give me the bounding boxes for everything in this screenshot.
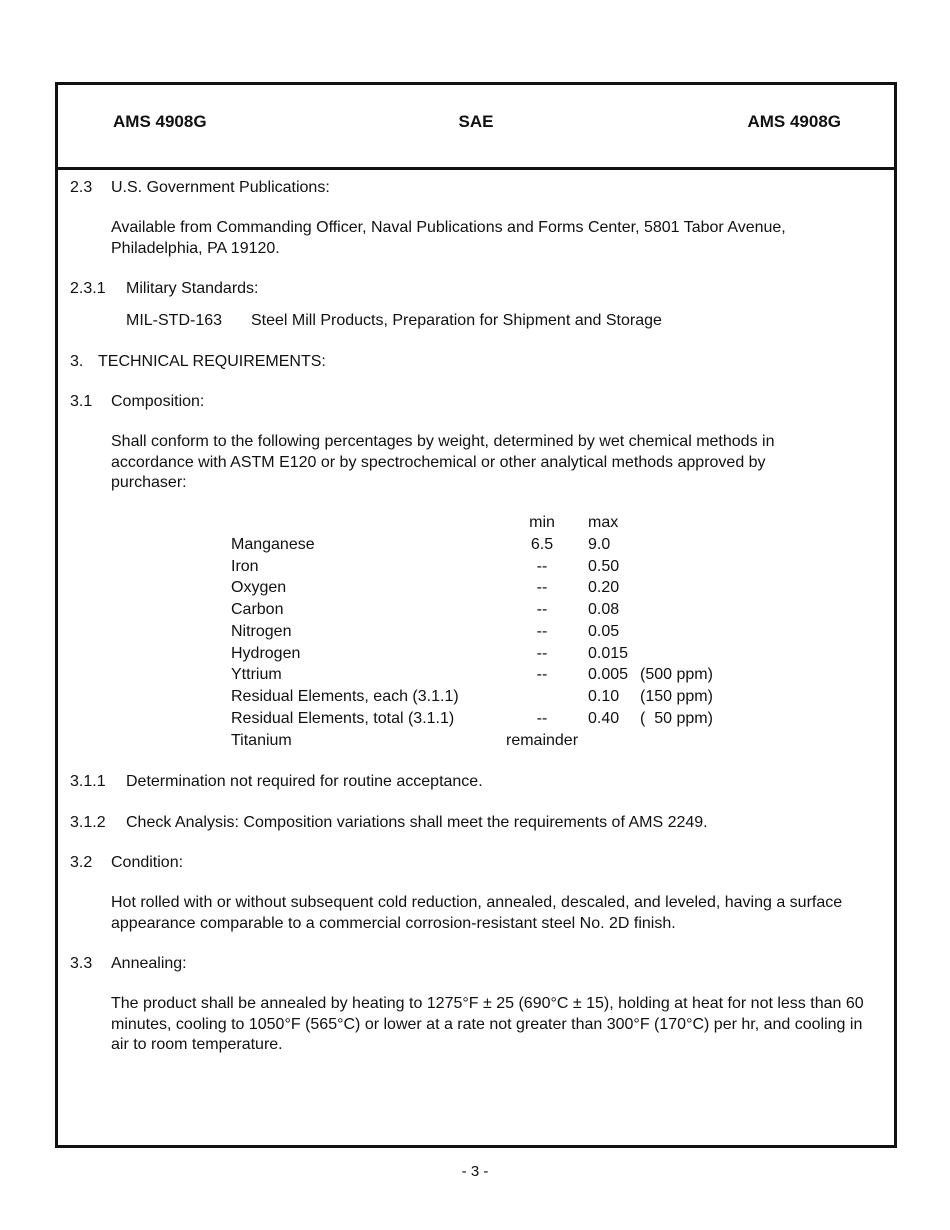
element-name: Manganese xyxy=(231,536,315,553)
section-3-3-number: 3.3 xyxy=(70,955,93,972)
max-value: 0.05 xyxy=(588,623,620,640)
section-3-1-1-text: Determination not required for routine acceptance. xyxy=(126,773,483,790)
section-3-1-title: Composition: xyxy=(111,393,205,410)
element-name: Residual Elements, each (3.1.1) xyxy=(231,688,459,705)
header-right: AMS 4908G xyxy=(747,112,841,131)
ppm-note: (150 ppm) xyxy=(640,688,713,705)
section-2-3-text: Available from Commanding Officer, Naval Publications and Forms Center, 5801 Tabor Avenue, Philadelphia, PA 19120. xyxy=(111,219,786,257)
section-2-3-1-number: 2.3.1 xyxy=(70,280,106,297)
section-3-1-1-number: 3.1.1 xyxy=(70,773,106,790)
max-value: 0.50 xyxy=(588,558,620,575)
max-value: 0.10 xyxy=(588,688,620,705)
section-3-2-number: 3.2 xyxy=(70,854,93,871)
max-value: 0.08 xyxy=(588,601,620,618)
section-2-3-1-title: Military Standards: xyxy=(126,280,259,297)
min-value: -- xyxy=(536,558,548,575)
min-value: -- xyxy=(536,601,548,618)
ppm-note: (500 ppm) xyxy=(640,666,713,683)
max-value: 0.005 xyxy=(588,666,629,683)
standard-title: Steel Mill Products, Preparation for Shipment and Storage xyxy=(251,312,662,329)
page-header xyxy=(58,85,894,170)
header-left: AMS 4908G xyxy=(113,112,207,131)
section-3-1-2-number: 3.1.2 xyxy=(70,814,106,831)
min-value: remainder xyxy=(505,732,579,749)
min-value: -- xyxy=(536,645,548,662)
element-name: Carbon xyxy=(231,601,284,618)
section-3-title: TECHNICAL REQUIREMENTS: xyxy=(98,353,326,370)
element-name: Yttrium xyxy=(231,666,282,683)
element-name: Iron xyxy=(231,558,259,575)
section-3-2-title: Condition: xyxy=(111,854,184,871)
min-value: 6.5 xyxy=(530,536,554,553)
section-3-1-number: 3.1 xyxy=(70,393,93,410)
section-3-1-2-text: Check Analysis: Composition variations shall meet the requirements of AMS 2249. xyxy=(126,814,708,831)
min-value: -- xyxy=(536,623,548,640)
section-2-3-title: U.S. Government Publications: xyxy=(111,179,330,196)
element-name: Hydrogen xyxy=(231,645,301,662)
standard-id: MIL-STD-163 xyxy=(126,312,223,329)
section-3-2-text: Hot rolled with or without subsequent cold reduction, annealed, descaled, and leveled, having a surface appearance comparable to a commercial corrosion-resistant steel No. 2D finish. xyxy=(111,894,843,932)
section-3-3-text: The product shall be annealed by heating to 1275°F ± 25 (690°C ± 15), holding at heat for not less than 60 minutes, cooling to 1050°F (565°C) or lower at a rate not greater than 300°F (170°C) per hr, and cooling in air to room temperature. xyxy=(111,995,864,1053)
header-center: SAE xyxy=(458,112,494,131)
section-3-1-text: Shall conform to the following percentages by weight, determined by wet chemical methods in accordance with ASTM E120 or by spectrochemical or other analytical methods approved by purchaser: xyxy=(111,433,775,491)
page-number: - 3 - xyxy=(461,1163,489,1180)
max-value: 0.20 xyxy=(588,579,620,596)
section-3-number: 3. xyxy=(70,353,84,370)
element-name: Titanium xyxy=(231,732,292,749)
min-value: -- xyxy=(536,579,548,596)
section-3-3-title: Annealing: xyxy=(111,955,187,972)
element-name: Residual Elements, total (3.1.1) xyxy=(231,710,455,727)
section-2-3-number: 2.3 xyxy=(70,179,93,196)
max-value: 0.40 xyxy=(588,710,620,727)
element-name: Nitrogen xyxy=(231,623,292,640)
min-value: -- xyxy=(536,710,548,727)
max-value: 9.0 xyxy=(588,536,611,553)
column-header-max: max xyxy=(588,514,619,531)
column-header-min: min xyxy=(529,514,555,531)
max-value: 0.015 xyxy=(588,645,629,662)
ppm-note: ( 50 ppm) xyxy=(640,710,713,727)
min-value: -- xyxy=(536,666,548,683)
element-name: Oxygen xyxy=(231,579,287,596)
